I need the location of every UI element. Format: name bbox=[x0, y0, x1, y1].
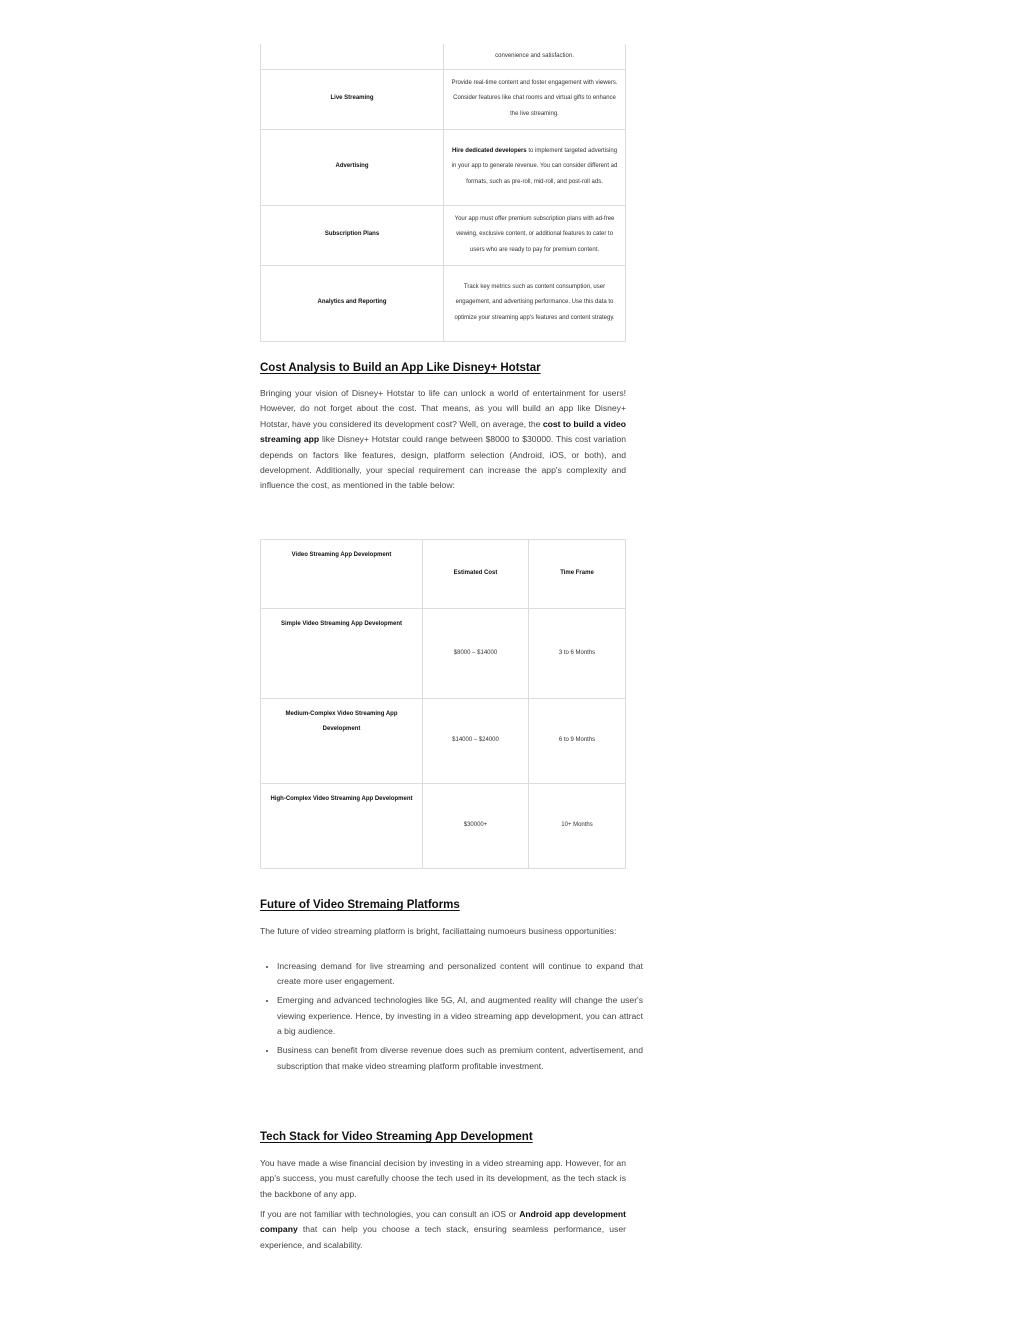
table-header-row bbox=[261, 540, 626, 609]
features-table bbox=[260, 44, 626, 342]
table-row bbox=[261, 205, 626, 265]
future-intro: The future of video streaming platform is bright, faciliattaing numoeurs business opportunities: bbox=[260, 926, 617, 936]
feature-name: Subscription Plans bbox=[261, 205, 444, 265]
tech-stack-heading: Tech Stack for Video Streaming App Development bbox=[260, 1131, 533, 1143]
list-item: • Increasing demand for live streaming and personalized content will continue to expand that create more user engagement. bbox=[277, 959, 643, 990]
feature-description: Hire dedicated developers to implement targeted advertising in your app to generate revenue. You can consider different ad formats, such as pre-roll, mid-roll, and post-roll ads. bbox=[444, 129, 626, 205]
features-table-wrapper bbox=[260, 44, 626, 342]
header-app-development: Video Streaming App Development bbox=[261, 540, 423, 609]
tech-stack-paragraph-2: If you are not familiar with technologies, you can consult an iOS or Android app development company that can help you choose a tech stack, ensuring seamless performance, user experience, and scalability. bbox=[260, 1209, 626, 1250]
feature-name: Analytics and Reporting bbox=[261, 265, 444, 341]
table-row bbox=[261, 784, 626, 869]
table-row bbox=[261, 129, 626, 205]
feature-name: Advertising bbox=[261, 129, 444, 205]
table-row bbox=[261, 699, 626, 784]
feature-description: Provide real-time content and foster engagement with viewers. Consider features like chat rooms and virtual gifts to enhance the live streaming. bbox=[444, 69, 626, 129]
dedicated-developers-link[interactable]: Hire dedicated developers bbox=[451, 147, 527, 154]
cost-analysis-paragraph: Bringing your vision of Disney+ Hotstar to life can unlock a world of entertainment for users! However, do not forget about the cost. That means, as you will build an app like Disney+ Hotstar, have you considered its development cost? Well, on average, the cost to build a video streaming app like Disney+ Hotstar could range between $8000 to $30000. This cost variation depends on factors like features, design, platform selection (Android, iOS, or both), and development. Additionally, your special requirement can increase the app's complexity and influence the cost, as mentioned in the table below: bbox=[260, 388, 627, 491]
cost-analysis-heading: Cost Analysis to Build an App Like Disney+ Hotstar bbox=[260, 362, 541, 374]
estimated-cost: $14000 – $24000 bbox=[423, 699, 529, 784]
time-frame: 10+ Months bbox=[529, 784, 626, 869]
table-row bbox=[261, 265, 626, 341]
tech-stack-paragraph-1: You have made a wise financial decision by investing in a video streaming app. However, for an app's success, you must carefully choose the tech used in its development, as the tech stack is the backbone of any app. bbox=[260, 1158, 626, 1199]
feature-name bbox=[261, 44, 444, 69]
time-frame: 6 to 9 Months bbox=[529, 699, 626, 784]
list-item: • Business can benefit from diverse revenue does such as premium content, advertisement, and subscription that make video streaming platform profitable investment. bbox=[277, 1043, 643, 1074]
app-type: Medium-Complex Video Streaming App Development bbox=[261, 699, 423, 784]
table-row bbox=[261, 69, 626, 129]
android-company-link[interactable]: Android app development company bbox=[260, 1209, 626, 1235]
feature-description: Track key metrics such as content consumption, user engagement, and advertising performance. Use this data to optimize your streaming app's features and content strategy. bbox=[444, 265, 626, 341]
header-time-frame: Time Frame bbox=[529, 540, 626, 609]
feature-description: Your app must offer premium subscription plans with ad-free viewing, exclusive content, or additional features to cater to users who are ready to pay for premium content. bbox=[444, 205, 626, 265]
cost-table bbox=[260, 539, 626, 869]
feature-name: Live Streaming bbox=[261, 69, 444, 129]
cost-table-wrapper bbox=[260, 539, 626, 869]
app-type: Simple Video Streaming App Development bbox=[261, 609, 423, 699]
table-row bbox=[261, 609, 626, 699]
future-list bbox=[260, 959, 643, 1078]
list-item: • Emerging and advanced technologies like 5G, AI, and augmented reality will change the user's viewing experience. Hence, by investing in a video streaming app development, you can attract a big audience. bbox=[277, 993, 643, 1039]
app-type: High-Complex Video Streaming App Development bbox=[261, 784, 423, 869]
feature-description: convenience and satisfaction. bbox=[444, 44, 626, 69]
future-heading: Future of Video Stremaing Platforms bbox=[260, 899, 460, 911]
cost-link[interactable]: cost to build a video streaming app bbox=[260, 418, 626, 445]
table-row bbox=[261, 44, 626, 69]
header-estimated-cost: Estimated Cost bbox=[423, 540, 529, 609]
estimated-cost: $30000+ bbox=[423, 784, 529, 869]
time-frame: 3 to 6 Months bbox=[529, 609, 626, 699]
estimated-cost: $8000 – $14000 bbox=[423, 609, 529, 699]
